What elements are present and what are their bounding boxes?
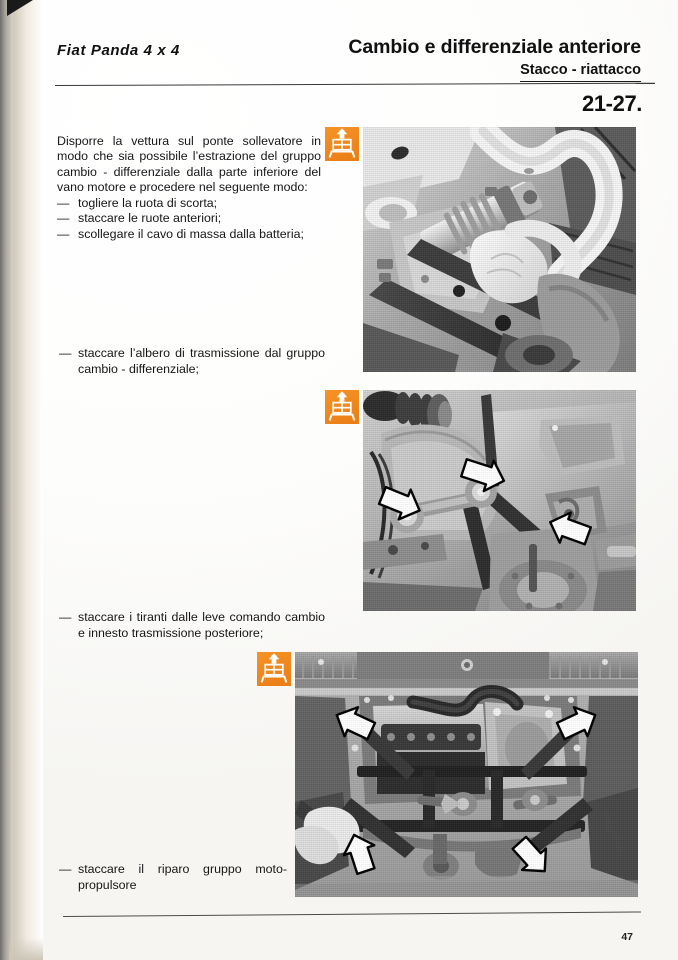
vehicle-lift-icon (325, 127, 359, 161)
list-item-text: scollegare il cavo di massa dalla batteria; (78, 226, 304, 241)
step-caption-1 (57, 346, 325, 377)
bullet-dash: — (57, 226, 70, 241)
bullet-dash: — (59, 346, 72, 360)
book-gutter-bottom (9, 938, 45, 960)
photo-grain (295, 652, 638, 897)
list-item (57, 196, 321, 212)
bullet-dash: — (57, 211, 70, 226)
page-number: 47 (621, 931, 633, 943)
photo-grain (363, 390, 636, 611)
step-text: staccare i tiranti dalle leve comando cambio e innesto trasmissione posteriore; (78, 610, 325, 640)
vehicle-lift-icon (325, 390, 359, 424)
bullet-dash: — (59, 862, 72, 876)
list-item (57, 227, 321, 243)
bullet-dash: — (59, 610, 72, 624)
intro-bullet-list (57, 196, 321, 243)
section-code: 21-27. (582, 91, 642, 116)
list-item-text: togliere la ruota di scorta; (78, 195, 218, 210)
list-item-text: staccare le ruote anteriori; (78, 211, 222, 226)
vehicle-lift-icon (257, 652, 291, 686)
figure-photo-1 (363, 127, 636, 372)
book-gutter-paper (13, 0, 43, 960)
list-item (57, 211, 321, 227)
photo-grain (363, 127, 636, 372)
intro-paragraph: Disporre la vettura sul ponte sollevatore in modo che sia possibile l’estrazione del gruppo cambio - differenziale dalla parte inferiore del vano motore e procedere nel seguente modo: (57, 134, 321, 195)
page-subtitle: Stacco - riattacco (520, 62, 641, 82)
step-text: staccare l’albero di trasmissione dal gruppo cambio - differenziale; (78, 346, 325, 376)
header-model-name: Fiat Panda 4 x 4 (57, 42, 180, 59)
figure-photo-3 (295, 652, 638, 897)
figure-photo-2 (363, 390, 636, 611)
page-title: Cambio e differenziale anteriore (348, 36, 641, 58)
step-caption-2 (57, 610, 325, 641)
step-text: staccare il riparo gruppo moto-propulsore (78, 862, 287, 892)
intro-block (57, 134, 321, 242)
bullet-dash: — (57, 195, 70, 210)
book-gutter-shadow (0, 0, 13, 960)
step-caption-3 (57, 862, 287, 893)
